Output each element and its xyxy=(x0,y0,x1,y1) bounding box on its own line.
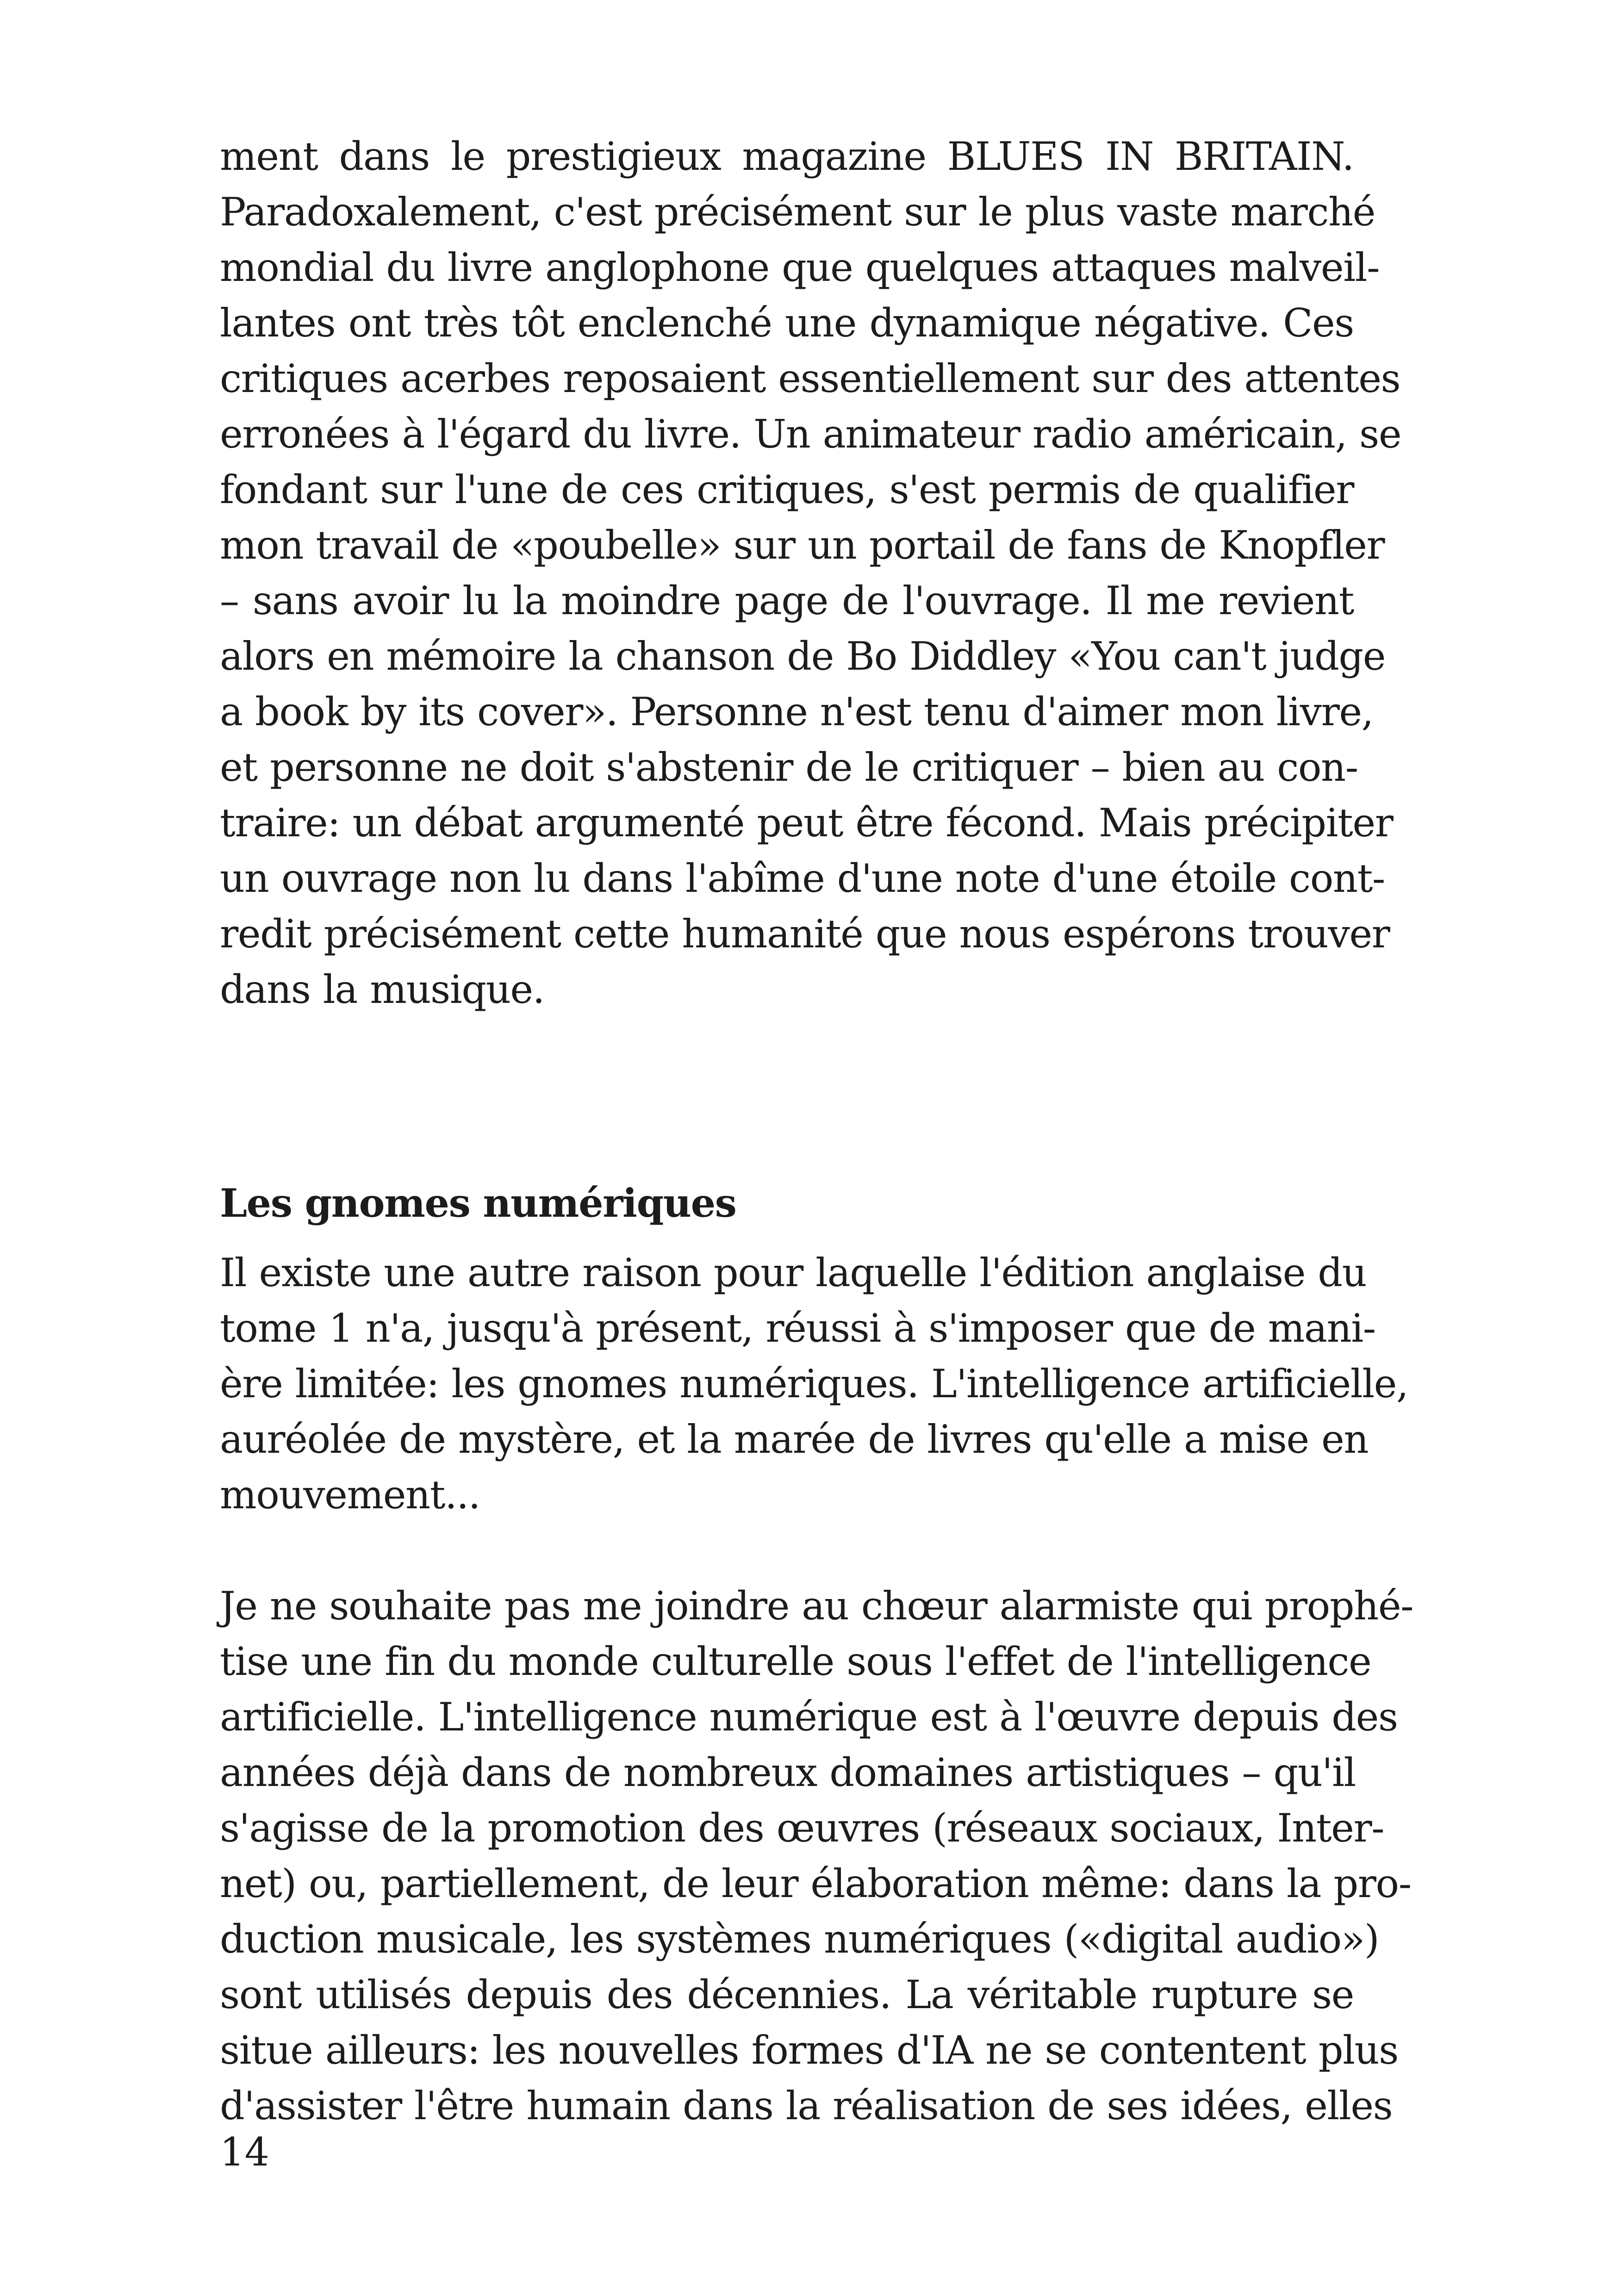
text-line: s'agisse de la promotion des œuvres (réseaux sociaux, Inter- xyxy=(220,1805,1384,1851)
text-line: mouvement... xyxy=(220,1472,480,1518)
text-line: alors en mémoire la chanson de Bo Diddley «You can't judge xyxy=(220,634,1386,679)
text-line: net) ou, partiellement, de leur élaboration même: dans la pro- xyxy=(220,1861,1411,1906)
text-line: duction musicale, les systèmes numériques («digital audio») xyxy=(220,1916,1379,1962)
text-line: erronées à l'égard du livre. Un animateur radio américain, se xyxy=(220,411,1401,457)
text-line: fondant sur l'une de ces critiques, s'est permis de qualifier xyxy=(220,467,1354,512)
page-number: 14 xyxy=(220,2129,269,2175)
paragraph-2 xyxy=(220,1245,1408,1523)
text-line: mondial du livre anglophone que quelques attaques malveil- xyxy=(220,245,1380,290)
text-line: mon travail de «poubelle» sur un portail de fans de Knopfler xyxy=(220,523,1385,568)
text-line: années déjà dans de nombreux domaines artistiques – qu'il xyxy=(220,1750,1356,1795)
text-line: tise une fin du monde culturelle sous l'effet de l'intelligence xyxy=(220,1639,1371,1684)
paragraph-1 xyxy=(220,129,1401,1017)
text-line: sont utilisés depuis des décennies. La véritable rupture se xyxy=(220,1972,1354,2017)
text-line: Paradoxalement, c'est précisément sur le plus vaste marché xyxy=(220,189,1375,235)
text-line: a book by its cover». Personne n'est tenu d'aimer mon livre, xyxy=(220,689,1373,734)
text-line: lantes ont très tôt enclenché une dynamique négative. Ces xyxy=(220,300,1354,346)
paragraph-3 xyxy=(220,1578,1413,2134)
text-line: Je ne souhaite pas me joindre au chœur alarmiste qui prophé- xyxy=(220,1583,1413,1629)
text-line: situe ailleurs: les nouvelles formes d'IA ne se contentent plus xyxy=(220,2028,1398,2073)
text-line: dans la musique. xyxy=(220,967,545,1012)
section-heading: Les gnomes numériques xyxy=(220,1180,736,1226)
text-line: ère limitée: les gnomes numériques. L'intelligence artificielle, xyxy=(220,1361,1408,1406)
text-line: ment dans le prestigieux magazine BLUES IN BRITAIN. xyxy=(220,134,1354,179)
text-line: un ouvrage non lu dans l'abîme d'une note d'une étoile cont- xyxy=(220,856,1385,901)
text-line: d'assister l'être humain dans la réalisation de ses idées, elles xyxy=(220,2083,1393,2128)
text-line: traire: un débat argumenté peut être fécond. Mais précipiter xyxy=(220,800,1393,846)
text-line: auréolée de mystère, et la marée de livres qu'elle a mise en xyxy=(220,1417,1369,1462)
text-line: redit précisément cette humanité que nous espérons trouver xyxy=(220,911,1390,957)
text-line: artificielle. L'intelligence numérique est à l'œuvre depuis des xyxy=(220,1694,1398,1740)
text-line: tome 1 n'a, jusqu'à présent, réussi à s'imposer que de mani- xyxy=(220,1306,1375,1351)
text-line: – sans avoir lu la moindre page de l'ouvrage. Il me revient xyxy=(220,578,1354,623)
text-line: Il existe une autre raison pour laquelle l'édition anglaise du xyxy=(220,1250,1367,1295)
text-line: et personne ne doit s'abstenir de le critiquer – bien au con- xyxy=(220,745,1358,790)
text-line: critiques acerbes reposaient essentiellement sur des attentes xyxy=(220,356,1400,401)
